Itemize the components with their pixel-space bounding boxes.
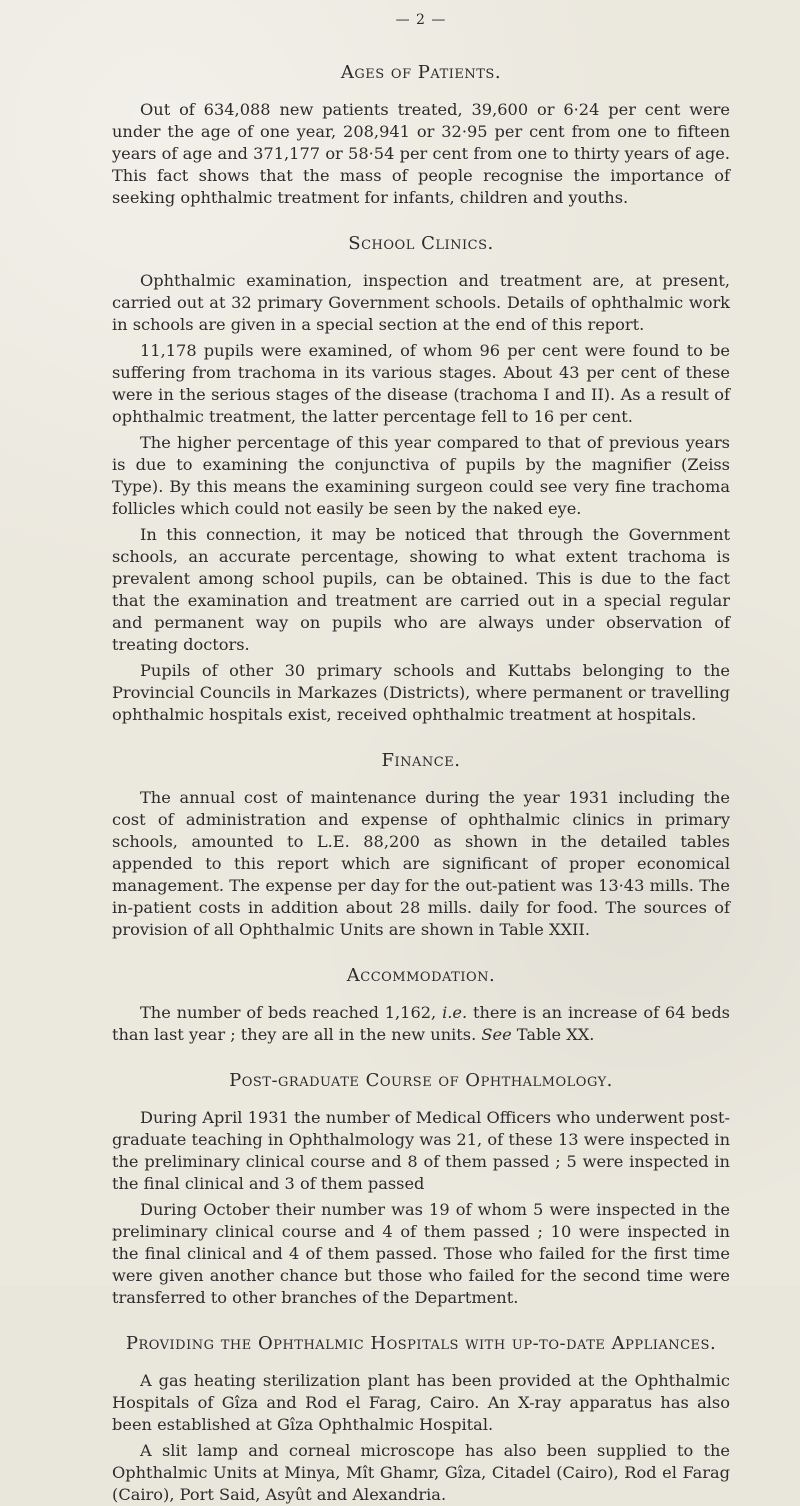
accommodation-text-before: The number of beds reached 1,162,: [140, 1003, 443, 1022]
appliances-paragraph-2: A slit lamp and corneal microscope has also been supplied to the Ophthalmic Units at Minya, Mît Ghamr, Gîza, Citadel (Cairo), Rod el Farag (Cairo), Port Said, Asyût and Alexandria.: [112, 1441, 730, 1504]
section-heading-post-graduate: Post-graduate Course of Ophthalmology.: [229, 1070, 613, 1091]
appliances-paragraph-1: A gas heating sterilization plant has been provided at the Ophthalmic Hospitals of Gîza and Rod el Farag, Cairo. An X-ray apparatus has also been established at Gîza Ophthalmic Hospital.: [112, 1371, 730, 1434]
school-paragraph-5: Pupils of other 30 primary schools and Kuttabs belonging to the Provincial Councils in Markazes (Districts), where permanent or travelling ophthalmic hospitals exist, received ophthalmic treatment at hospitals.: [112, 661, 730, 724]
accommodation-italic-see: See: [481, 1025, 512, 1044]
page-number: — 2 —: [395, 12, 447, 28]
postgrad-paragraph-1: During April 1931 the number of Medical Officers who underwent post-graduate teaching in Ophthalmology was 21, of these 13 were inspected in the preliminary clinical course and 8 of them passed ; 5 were inspected in the final clinical and 3 of them passed: [112, 1108, 730, 1193]
postgrad-paragraph-2: During October their number was 19 of whom 5 were inspected in the preliminary clinical course and 4 of them passed ; 10 were inspected in the final clinical and 4 of them passed. Those who failed for the first time were given another chance but those who failed for the second time were transferred to other branches of the Department.: [112, 1200, 730, 1307]
section-finance: [112, 750, 730, 941]
section-accommodation: [112, 965, 730, 1046]
accommodation-paragraph-1: [112, 1002, 730, 1046]
ages-paragraph-1: Out of 634,088 new patients treated, 39,600 or 6·24 per cent were under the age of one year, 208,941 or 32·95 per cent from one to fifteen years of age and 371,177 or 58·54 per cent from one to thirty years of age. This fact shows that the mass of people recognise the importance of seeking ophthalmic treatment for infants, children and youths.: [112, 100, 730, 207]
accommodation-text-middle: there is an increase of 64 beds than last year ; they are all in the new units.: [112, 1003, 730, 1044]
accommodation-text-after: Table XX.: [511, 1025, 595, 1044]
school-paragraph-2: 11,178 pupils were examined, of whom 96 per cent were found to be suffering from trachoma in its various stages. About 43 per cent of these were in the serious stages of the disease (trachoma I and II). As a result of ophthalmic treatment, the latter percentage fell to 16 per cent.: [112, 341, 730, 426]
section-school-clinics: [112, 233, 730, 726]
section-heading-school-clinics: School Clinics.: [348, 233, 494, 254]
section-heading-accommodation: Accommodation.: [346, 965, 496, 986]
section-heading-appliances: Providing the Ophthalmic Hospitals with up-to-date Appliances.: [125, 1333, 717, 1354]
section-ages-of-patients: [112, 62, 730, 209]
school-paragraph-1: Ophthalmic examination, inspection and treatment are, at present, carried out at 32 primary Government schools. Details of ophthalmic work in schools are given in a special section at the end of this report.: [112, 271, 730, 334]
school-paragraph-4: In this connection, it may be noticed that through the Government schools, an accurate percentage, showing to what extent trachoma is prevalent among school pupils, can be obtained. This is due to the fact that the examination and treatment are carried out in a special regular and permanent way on pupils who are always under observation of treating doctors.: [112, 525, 730, 654]
school-paragraph-3: The higher percentage of this year compared to that of previous years is due to examining the conjunctiva of pupils by the magnifier (Zeiss Type). By this means the examining surgeon could see very fine trachoma follicles which could not easily be seen by the naked eye.: [112, 433, 730, 518]
section-appliances: [112, 1333, 730, 1506]
section-heading-ages: Ages of Patients.: [340, 62, 502, 83]
accommodation-italic-ie: i.e.: [442, 1003, 468, 1022]
section-heading-finance: Finance.: [381, 750, 461, 771]
finance-paragraph-1: The annual cost of maintenance during the year 1931 including the cost of administration and expense of ophthalmic clinics in primary schools, amounted to L.E. 88,200 as shown in the detailed tables appended to this report which are significant of proper economical management. The expense per day for the out-patient was 13·43 mills. The in-patient costs in addition about 28 mills. daily for food. The sources of provision of all Ophthalmic Units are shown in Table XXII.: [112, 788, 730, 939]
section-post-graduate-course: [112, 1070, 730, 1309]
